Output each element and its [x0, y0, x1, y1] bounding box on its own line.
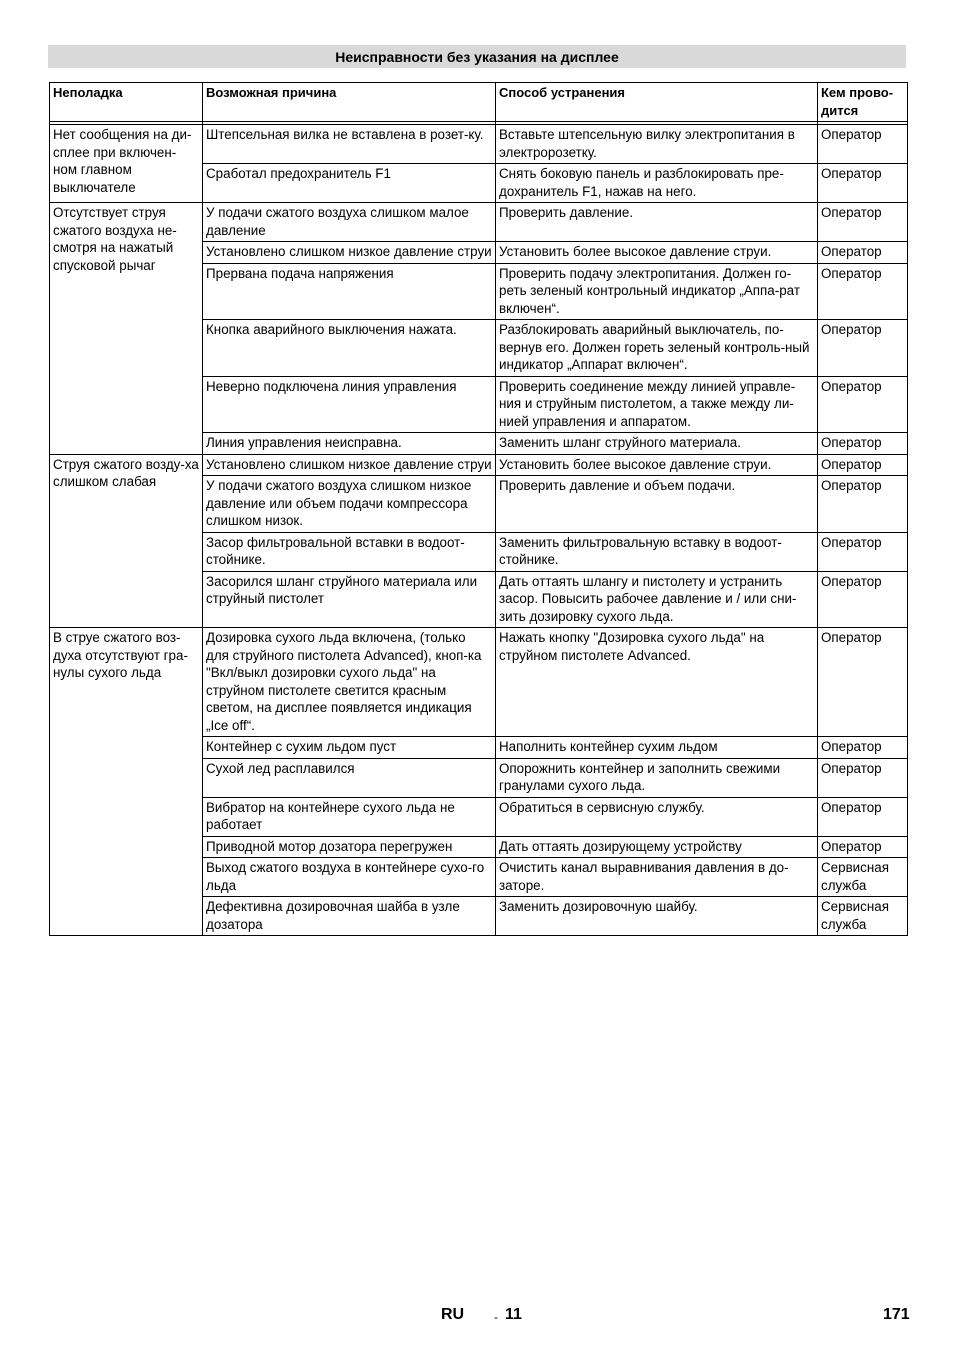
performed-by-cell: Сервисная служба — [818, 897, 908, 936]
table-body — [50, 122, 908, 936]
remedy-cell: Проверить соединение между линией управле-ния и струйным пистолетом, а также между ли-нией управления и аппаратом. — [496, 376, 818, 433]
table-header-row — [50, 83, 908, 122]
remedy-cell: Снять боковую панель и разблокировать пре-дохранитель F1, нажав на него. — [496, 164, 818, 203]
cause-cell: Установлено слишком низкое давление струи — [203, 242, 496, 264]
performed-by-cell: Оператор — [818, 628, 908, 737]
performed-by-cell: Оператор — [818, 433, 908, 455]
fault-cell: Струя сжатого возду-ха слишком слабая — [50, 454, 203, 628]
cause-cell: Сухой лед расплавился — [203, 758, 496, 797]
cause-cell: Контейнер с сухим льдом пуст — [203, 737, 496, 759]
cause-cell: У подачи сжатого воздуха слишком малое давление — [203, 203, 496, 242]
cause-cell: Штепсельная вилка не вставлена в розет-ку. — [203, 125, 496, 164]
cause-cell: Прервана подача напряжения — [203, 263, 496, 320]
performed-by-cell: Оператор — [818, 320, 908, 377]
footer-dash: - — [494, 1310, 498, 1324]
remedy-cell: Заменить фильтровальную вставку в водоот-стойнике. — [496, 532, 818, 571]
remedy-cell: Нажать кнопку "Дозировка сухого льда" на струйном пистолете Advanced. — [496, 628, 818, 737]
header-fault: Неполадка — [50, 83, 203, 122]
performed-by-cell: Оператор — [818, 797, 908, 836]
fault-cell: Нет сообщения на ди-сплее при включен-ном главном выключателе — [50, 125, 203, 203]
table-row — [50, 454, 908, 476]
troubleshooting-table — [49, 82, 908, 936]
remedy-cell: Установить более высокое давление струи. — [496, 242, 818, 264]
performed-by-cell: Оператор — [818, 203, 908, 242]
remedy-cell: Проверить подачу электропитания. Должен го-реть зеленый контрольный индикатор „Аппа-рат включен“. — [496, 263, 818, 320]
fault-cell: В струе сжатого воз-духа отсутствуют гра-нулы сухого льда — [50, 628, 203, 936]
remedy-cell: Опорожнить контейнер и заполнить свежими гранулами сухого льда. — [496, 758, 818, 797]
table-row — [50, 125, 908, 164]
performed-by-cell: Оператор — [818, 164, 908, 203]
remedy-cell: Очистить канал выравнивания давления в до-заторе. — [496, 858, 818, 897]
fault-cell: Отсутствует струя сжатого воздуха не-смотря на нажатый спусковой рычаг — [50, 203, 203, 455]
remedy-cell: Наполнить контейнер сухим льдом — [496, 737, 818, 759]
performed-by-cell: Оператор — [818, 737, 908, 759]
remedy-cell: Проверить давление. — [496, 203, 818, 242]
remedy-cell: Дать оттаять дозирующему устройству — [496, 836, 818, 858]
remedy-cell: Вставьте штепсельную вилку электропитания в электророзетку. — [496, 125, 818, 164]
remedy-cell: Заменить дозировочную шайбу. — [496, 897, 818, 936]
header-cause: Возможная причина — [203, 83, 496, 122]
footer-language: RU — [441, 1306, 465, 1323]
cause-cell: Установлено слишком низкое давление струи — [203, 454, 496, 476]
table-row — [50, 203, 908, 242]
cause-cell: Линия управления неисправна. — [203, 433, 496, 455]
performed-by-cell: Оператор — [818, 242, 908, 264]
footer-section-page: 11 — [505, 1306, 522, 1323]
performed-by-cell: Оператор — [818, 532, 908, 571]
cause-cell: Дефективна дозировочная шайба в узле дозатора — [203, 897, 496, 936]
performed-by-cell: Оператор — [818, 125, 908, 164]
header-remedy: Способ устранения — [496, 83, 818, 122]
performed-by-cell: Оператор — [818, 476, 908, 533]
cause-cell: Дозировка сухого льда включена, (только для струйного пистолета Advanced), кноп-ка "Вкл/выкл дозировки сухого льда" на струйном пистолете светится красным светом, на дисплее появляется индикация „Ice off“. — [203, 628, 496, 737]
cause-cell: Засор фильтровальной вставки в водоот-стойнике. — [203, 532, 496, 571]
remedy-cell: Установить более высокое давление струи. — [496, 454, 818, 476]
cause-cell: Неверно подключена линия управления — [203, 376, 496, 433]
cause-cell: У подачи сжатого воздуха слишком низкое давление или объем подачи компрессора слишком низок. — [203, 476, 496, 533]
performed-by-cell: Оператор — [818, 571, 908, 628]
cause-cell: Засорился шланг струйного материала или струйный пистолет — [203, 571, 496, 628]
cause-cell: Кнопка аварийного выключения нажата. — [203, 320, 496, 377]
header-performed-by: Кем прово-дится — [818, 83, 908, 122]
performed-by-cell: Сервисная служба — [818, 858, 908, 897]
footer-page-number: 171 — [883, 1306, 910, 1323]
performed-by-cell: Оператор — [818, 454, 908, 476]
performed-by-cell: Оператор — [818, 758, 908, 797]
section-title: Неисправности без указания на дисплее — [48, 45, 906, 68]
remedy-cell: Разблокировать аварийный выключатель, по-вернув его. Должен гореть зеленый контроль-ный индикатор „Аппарат включен“. — [496, 320, 818, 377]
remedy-cell: Проверить давление и объем подачи. — [496, 476, 818, 533]
performed-by-cell: Оператор — [818, 263, 908, 320]
remedy-cell: Обратиться в сервисную службу. — [496, 797, 818, 836]
cause-cell: Выход сжатого воздуха в контейнере сухо-го льда — [203, 858, 496, 897]
remedy-cell: Дать оттаять шлангу и пистолету и устранить засор. Повысить рабочее давление и / или сни-зить дозировку сухого льда. — [496, 571, 818, 628]
cause-cell: Вибратор на контейнере сухого льда не работает — [203, 797, 496, 836]
cause-cell: Приводной мотор дозатора перегружен — [203, 836, 496, 858]
performed-by-cell: Оператор — [818, 376, 908, 433]
cause-cell: Сработал предохранитель F1 — [203, 164, 496, 203]
table-row — [50, 628, 908, 737]
remedy-cell: Заменить шланг струйного материала. — [496, 433, 818, 455]
performed-by-cell: Оператор — [818, 836, 908, 858]
